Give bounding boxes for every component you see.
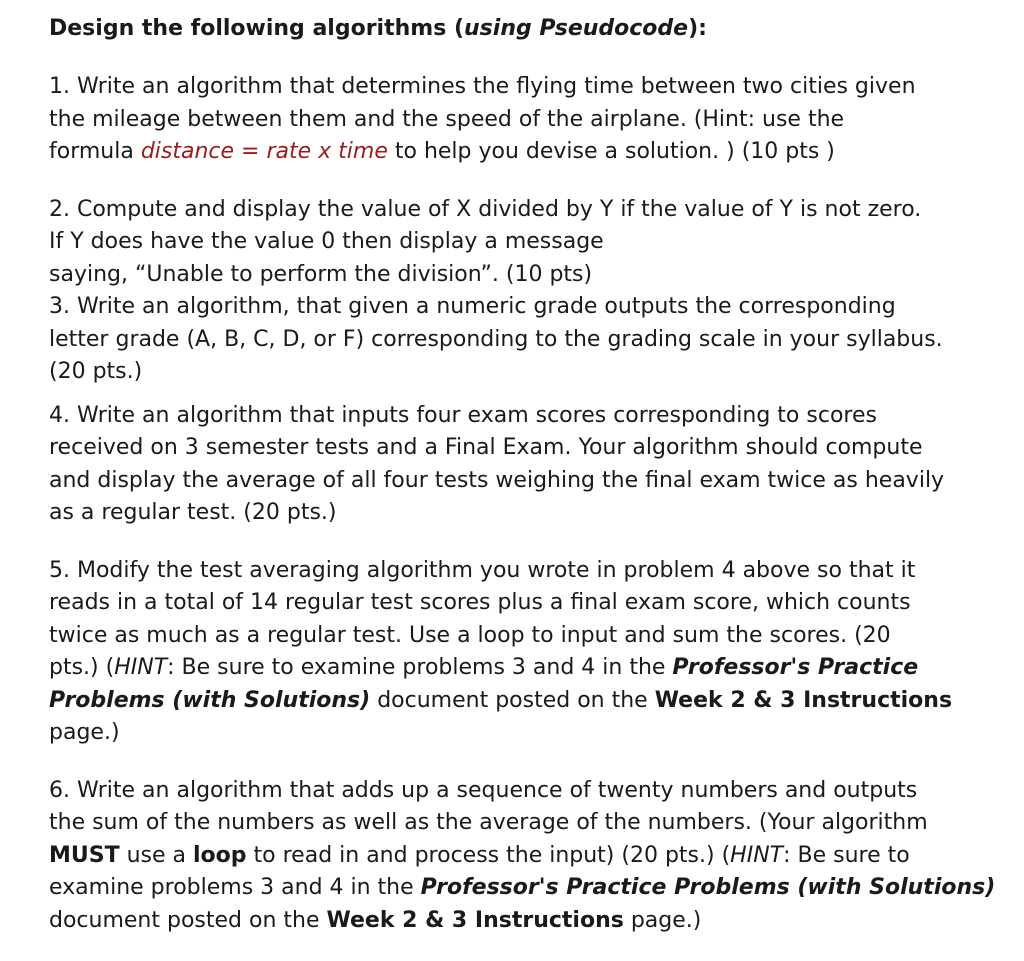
problem-2-line: saying, “Unable to perform the division”. (10 pts)	[49, 261, 593, 287]
problem-5-line: page.)	[49, 720, 120, 745]
problem-4-line: received on 3 semester tests and a Final Exam. Your algorithm should compute	[49, 435, 923, 460]
must-emphasis: MUST	[49, 842, 120, 868]
problem-1-line: the mileage between them and the speed of the airplane. (Hint: use the	[49, 106, 845, 132]
problem-1-line: 1. Write an algorithm that determines the flying time between two cities given	[49, 74, 916, 99]
problem-4	[49, 400, 1011, 530]
reference-title: Problems (with Solutions)	[49, 687, 371, 713]
problem-4-line: 4. Write an algorithm that inputs four exam scores corresponding to scores	[49, 402, 877, 428]
assignment-document	[49, 14, 1011, 937]
problem-5	[49, 555, 1011, 750]
week-instructions-ref: Week 2 & 3 Instructions	[654, 687, 953, 713]
problem-3-line: letter grade (A, B, C, D, or F) corresponding to the grading scale in your syllabus.	[49, 326, 943, 352]
problem-6-line: MUST use a loop to read in and process the input) (20 pts.) (HINT: Be sure to	[49, 842, 910, 868]
problem-4-line: and display the average of all four tests weighing the final exam twice as heavily	[49, 467, 945, 493]
problem-6-line: examine problems 3 and 4 in the Professor's Practice Problems (with Solutions)	[49, 875, 996, 900]
hint-label: HINT	[114, 655, 168, 680]
problem-3	[49, 291, 1011, 389]
problem-6	[49, 775, 1011, 938]
problem-5-line: twice as much as a regular test. Use a loop to input and sum the scores. (20	[49, 622, 891, 648]
problem-3-line: (20 pts.)	[49, 359, 143, 384]
problem-4-line: as a regular test. (20 pts.)	[49, 500, 337, 525]
heading-italic: using Pseudocode	[464, 16, 689, 41]
problem-2-line: 2. Compute and display the value of X divided by Y if the value of Y is not zero.	[49, 196, 922, 222]
problem-6-line: document posted on the Week 2 & 3 Instructions page.)	[49, 907, 702, 933]
problem-6-line: the sum of the numbers as well as the average of the numbers. (Your algorithm	[49, 810, 928, 835]
formula-text: distance = rate x time	[140, 139, 388, 164]
problem-3-line: 3. Write an algorithm, that given a numeric grade outputs the corresponding	[49, 294, 896, 319]
problem-5-line: pts.) (HINT: Be sure to examine problems 3 and 4 in the Professor's Practice	[49, 655, 919, 680]
loop-emphasis: loop	[193, 842, 247, 868]
problem-5-line: reads in a total of 14 regular test scores plus a final exam score, which counts	[49, 590, 911, 615]
problem-5-line: 5. Modify the test averaging algorithm you wrote in problem 4 above so that it	[49, 557, 916, 583]
problem-5-line: Problems (with Solutions) document posted on the Week 2 & 3 Instructions	[49, 687, 953, 713]
reference-title: Professor's Practice Problems (with Solutions)	[420, 875, 996, 900]
problem-2	[49, 194, 1011, 292]
reference-title: Professor's Practice	[672, 655, 919, 680]
problem-2-line: If Y does have the value 0 then display a message	[49, 229, 604, 254]
hint-label: HINT	[730, 842, 784, 868]
week-instructions-ref: Week 2 & 3 Instructions	[326, 907, 624, 933]
heading-text: Design the following algorithms (	[49, 16, 465, 41]
problem-1-line: formula distance = rate x time to help you devise a solution. ) (10 pts )	[49, 139, 835, 164]
assignment-heading	[49, 14, 1011, 44]
heading-tail: ):	[688, 16, 707, 41]
problem-1	[49, 71, 1011, 169]
problem-6-line: 6. Write an algorithm that adds up a sequence of twenty numbers and outputs	[49, 777, 918, 803]
